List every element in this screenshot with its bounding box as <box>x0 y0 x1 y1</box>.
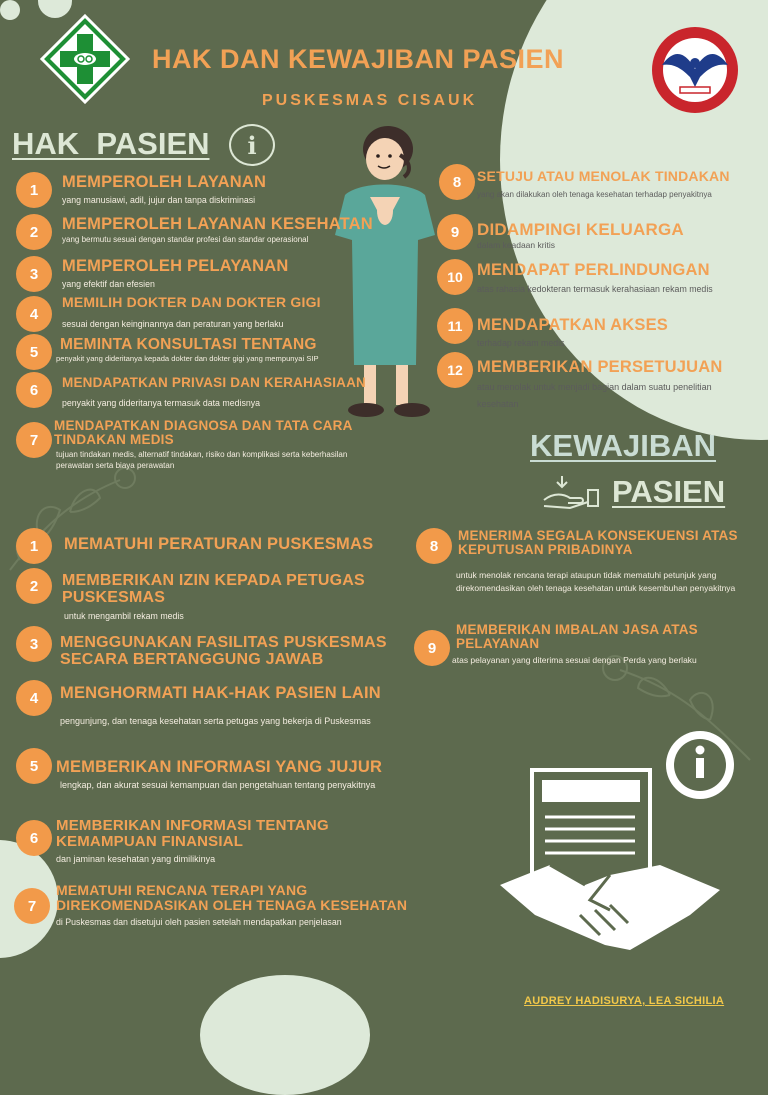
kewajiban-title-6: MEMBERIKAN INFORMASI TENTANG KEMAMPUAN FINANSIAL <box>56 817 329 850</box>
kewajiban-desc-7: di Puskesmas dan disetujui oleh pasien setelah mendapatkan penjelasan <box>56 917 342 927</box>
hak-title-11: MENDAPATKAN AKSES <box>477 316 669 334</box>
page-subtitle: PUSKESMAS CISAUK <box>262 92 478 109</box>
page-title: HAK DAN KEWAJIBAN PASIEN <box>152 44 565 74</box>
kewajiban-desc-4: pengunjung, dan tenaga kesehatan serta petugas yang bekerja di Puskesmas <box>60 716 371 726</box>
hak-desc-5: penyakit yang dideritanya kepada dokter dan dokter gigi yang mempunyai SIP <box>56 354 319 363</box>
kewajiban-number-4: 4 <box>16 680 52 716</box>
university-seal-logo <box>650 25 740 115</box>
background-circle-bottom <box>200 975 370 1095</box>
hak-title-8: SETUJU ATAU MENOLAK TINDAKAN <box>477 168 730 184</box>
kewajiban-number-8: 8 <box>416 528 452 564</box>
hak-desc-2: yang bermutu sesuai dengan standar profesi dan standar operasional <box>62 235 309 244</box>
hak-number-11: 11 <box>437 308 473 344</box>
kewajiban-number-1: 1 <box>16 528 52 564</box>
hak-desc-7: tujuan tindakan medis, alternatif tindakan, risiko dan komplikasi serta keberhasilan perawatan serta biaya perawatan <box>56 450 348 471</box>
hak-title-9: DIDAMPINGI KELUARGA <box>477 220 684 239</box>
hak-title-5: MEMINTA KONSULTASI TENTANG <box>60 336 317 353</box>
hak-title-6: MENDAPATKAN PRIVASI DAN KERAHASIAAN <box>62 375 367 390</box>
kewajiban-title-1: MEMATUHI PERATURAN PUSKESMAS <box>64 535 374 553</box>
kewajiban-heading-2: PASIEN <box>612 474 726 509</box>
kewajiban-title-5: MEMBERIKAN INFORMASI YANG JUJUR <box>56 758 383 776</box>
hak-title-10: MENDAPAT PERLINDUNGAN <box>477 261 710 279</box>
hak-title-4: MEMILIH DOKTER DAN DOKTER GIGI <box>62 294 321 310</box>
kewajiban-desc-5: lengkap, dan akurat sesuai kemampuan dan pengetahuan tentang penyakitnya <box>60 780 376 790</box>
hak-number-4: 4 <box>16 296 52 332</box>
hak-desc-1: yang manusiawi, adil, jujur dan tanpa diskriminasi <box>62 195 256 205</box>
kewajiban-desc-9: atas pelayanan yang diterima sesuai dengan Perda yang berlaku <box>452 655 697 665</box>
hak-number-1: 1 <box>16 172 52 208</box>
footer-authors: AUDREY HADISURYA, LEA SICHILIA <box>524 995 725 1007</box>
hak-desc-4: sesuai dengan keinginannya dan peraturan yang berlaku <box>62 319 284 329</box>
hak-desc-3: yang efektif dan efesien <box>62 279 155 289</box>
kewajiban-number-3: 3 <box>16 626 52 662</box>
kewajiban-desc-8: untuk menolak rencana terapi ataupun tidak mematuhi petunjuk yang direkomendasikan oleh tenaga kesehatan untuk kesembuhan penyakitnya <box>456 570 736 593</box>
handshake-document-illustration <box>490 725 760 960</box>
hak-number-2: 2 <box>16 214 52 250</box>
decor-dot-top-left <box>0 0 20 20</box>
kewajiban-title-2: MEMBERIKAN IZIN KEPADA PETUGAS PUSKESMAS <box>62 572 365 606</box>
hak-title-3: MEMPEROLEH PELAYANAN <box>62 257 289 275</box>
kewajiban-desc-2: untuk mengambil rekam medis <box>64 611 184 621</box>
hak-desc-8: yang akan dilakukan oleh tenaga kesehatan terhadap penyakitnya <box>477 190 712 199</box>
hak-desc-10: atas rahasia kedokteran termasuk kerahasiaan rekam medis <box>477 284 713 294</box>
hak-number-12: 12 <box>437 352 473 388</box>
kewajiban-heading-1: KEWAJIBAN <box>530 428 717 463</box>
hak-title-12: MEMBERIKAN PERSETUJUAN <box>477 358 723 376</box>
hak-number-8: 8 <box>439 164 475 200</box>
kewajiban-number-6: 6 <box>16 820 52 856</box>
kewajiban-number-5: 5 <box>16 748 52 784</box>
hak-number-9: 9 <box>437 214 473 250</box>
kewajiban-title-8: MENERIMA SEGALA KONSEKUENSI ATAS KEPUTUSAN PRIBADINYA <box>458 528 738 558</box>
kewajiban-title-3: MENGGUNAKAN FASILITAS PUSKESMAS SECARA BERTANGGUNG JAWAB <box>60 634 387 668</box>
hak-number-7: 7 <box>16 422 52 458</box>
hak-title-1: MEMPEROLEH LAYANAN <box>62 173 267 191</box>
puskesmas-logo <box>40 14 130 104</box>
hak-number-6: 6 <box>16 372 52 408</box>
kewajiban-title-9: MEMBERIKAN IMBALAN JASA ATAS PELAYANAN <box>456 622 698 652</box>
kewajiban-number-2: 2 <box>16 568 52 604</box>
hak-pasien-heading: HAK PASIEN <box>12 126 210 161</box>
kewajiban-title-7: MEMATUHI RENCANA TERAPI YANG DIREKOMENDASIKAN OLEH TENAGA KESEHATAN <box>56 882 408 913</box>
kewajiban-number-7: 7 <box>14 888 50 924</box>
hak-number-3: 3 <box>16 256 52 292</box>
hak-desc-6: penyakit yang dideritanya termasuk data medisnya <box>62 398 261 408</box>
hak-number-5: 5 <box>16 334 52 370</box>
kewajiban-desc-6: dan jaminan kesehatan yang dimilikinya <box>56 854 216 864</box>
hand-coin-icon <box>540 472 600 512</box>
hak-desc-11: terhadap rekam medis <box>477 338 565 348</box>
hak-title-7: MENDAPATKAN DIAGNOSA DAN TATA CARA TINDAKAN MEDIS <box>54 418 353 448</box>
kewajiban-number-9: 9 <box>414 630 450 666</box>
hak-desc-12: atau menolak untuk menjadi bagian dalam suatu penelitian kesehatan <box>477 382 712 409</box>
hak-number-10: 10 <box>437 259 473 295</box>
hak-desc-9: dalam keadaan kritis <box>477 240 555 250</box>
info-icon: i <box>229 124 275 166</box>
kewajiban-title-4: MENGHORMATI HAK-HAK PASIEN LAIN <box>60 684 381 702</box>
hak-title-2: MEMPEROLEH LAYANAN KESEHATAN <box>62 215 373 233</box>
